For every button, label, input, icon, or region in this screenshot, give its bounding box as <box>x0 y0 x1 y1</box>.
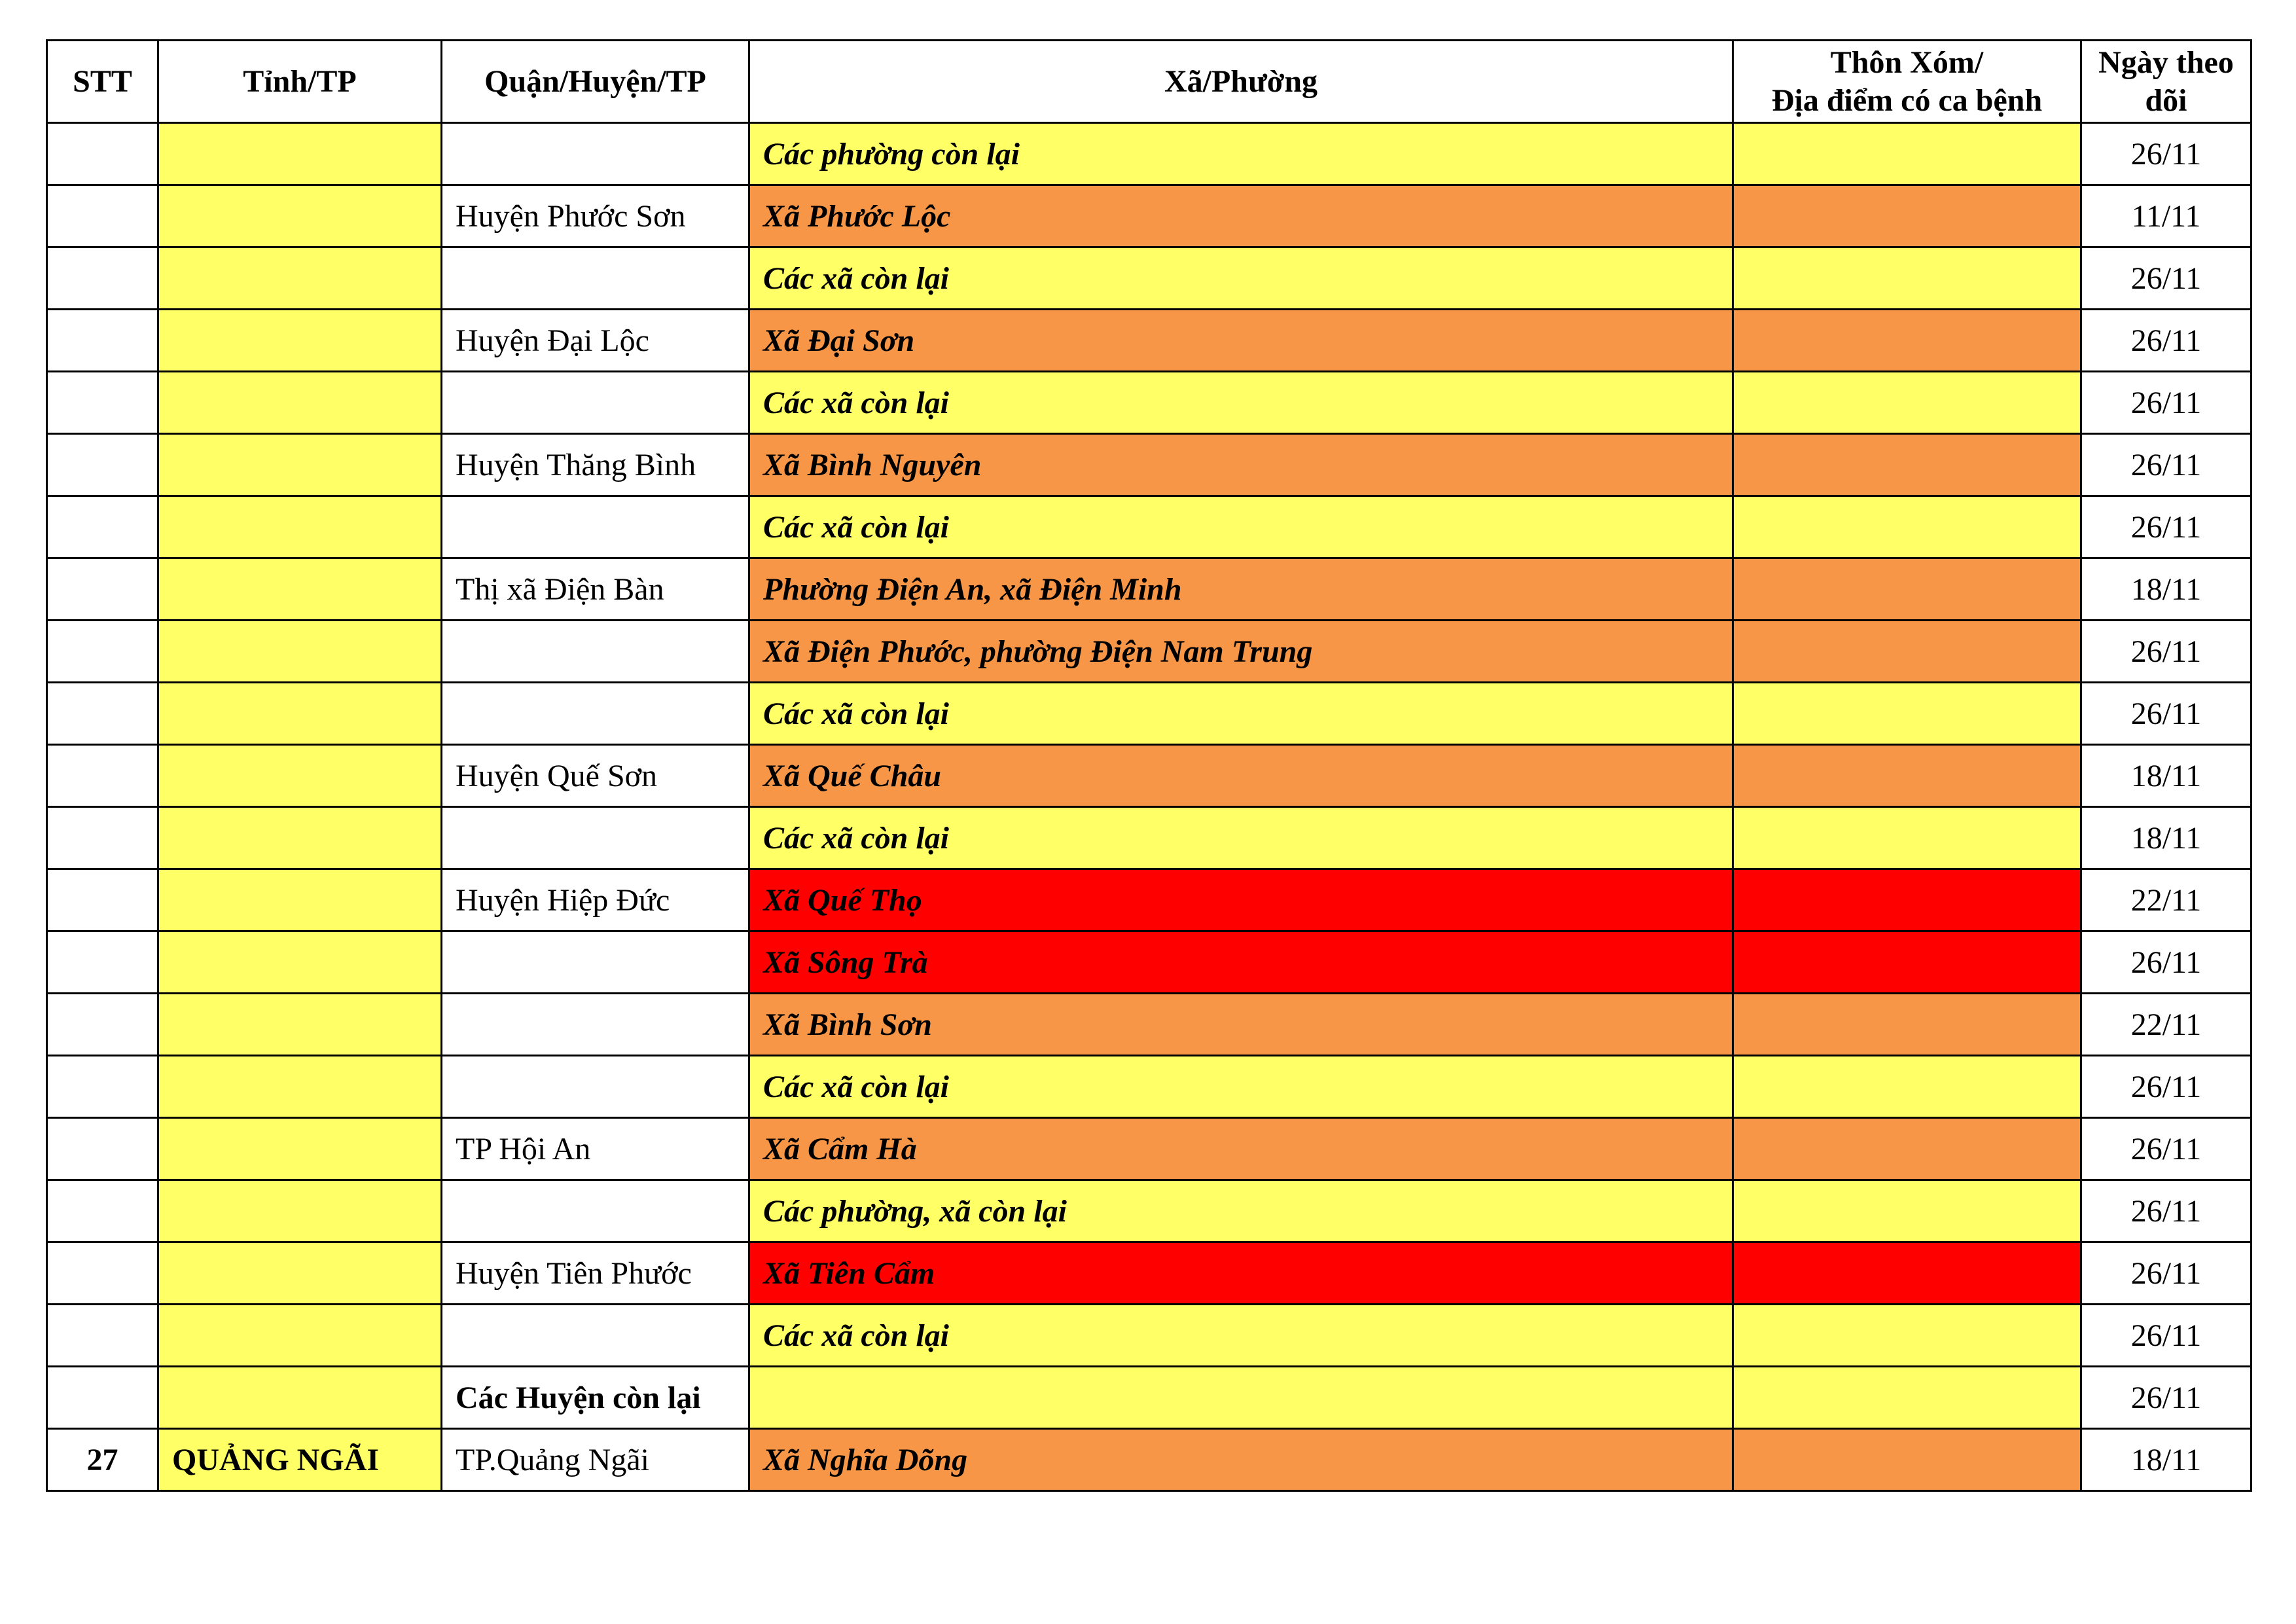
cell-province <box>158 994 442 1056</box>
cell-district: Các Huyện còn lại <box>442 1367 749 1429</box>
cell-district: Huyện Đại Lộc <box>442 310 749 372</box>
cell-district: Huyện Thăng Bình <box>442 434 749 496</box>
header-hamlet <box>1733 41 2081 123</box>
cell-province <box>158 1242 442 1305</box>
cell-district <box>442 931 749 994</box>
header-date: Ngày theo dõi <box>2081 41 2251 123</box>
cell-hamlet <box>1733 1305 2081 1367</box>
cell-date: 26/11 <box>2081 683 2251 745</box>
cell-district <box>442 807 749 869</box>
cell-stt <box>47 1242 158 1305</box>
cell-hamlet <box>1733 994 2081 1056</box>
cell-stt <box>47 745 158 807</box>
cell-province <box>158 869 442 931</box>
cell-district <box>442 1180 749 1242</box>
cell-ward: Các xã còn lại <box>749 1056 1733 1118</box>
table-row <box>47 683 2251 745</box>
table-row <box>47 621 2251 683</box>
cell-stt <box>47 1056 158 1118</box>
table-row <box>47 434 2251 496</box>
cell-stt <box>47 496 158 558</box>
cell-ward: Xã Cẩm Hà <box>749 1118 1733 1180</box>
table-body <box>47 123 2251 1491</box>
cell-ward: Các xã còn lại <box>749 496 1733 558</box>
cell-stt <box>47 1118 158 1180</box>
table-row <box>47 931 2251 994</box>
cell-province <box>158 558 442 621</box>
cell-province <box>158 1305 442 1367</box>
cell-hamlet <box>1733 1429 2081 1491</box>
cell-ward: Các xã còn lại <box>749 807 1733 869</box>
cell-district <box>442 621 749 683</box>
cell-ward: Xã Đại Sơn <box>749 310 1733 372</box>
cell-province <box>158 683 442 745</box>
cell-date: 26/11 <box>2081 310 2251 372</box>
cell-date: 26/11 <box>2081 1242 2251 1305</box>
cell-province <box>158 185 442 247</box>
cell-hamlet <box>1733 1056 2081 1118</box>
cell-stt <box>47 869 158 931</box>
cell-province <box>158 123 442 185</box>
cell-ward: Xã Quế Thọ <box>749 869 1733 931</box>
cell-date: 26/11 <box>2081 621 2251 683</box>
cell-hamlet <box>1733 496 2081 558</box>
table-row <box>47 1429 2251 1491</box>
cell-stt <box>47 185 158 247</box>
cell-stt <box>47 931 158 994</box>
cell-district <box>442 496 749 558</box>
header-province: Tỉnh/TP <box>158 41 442 123</box>
cell-stt <box>47 434 158 496</box>
cell-date: 26/11 <box>2081 1367 2251 1429</box>
cell-stt <box>47 1367 158 1429</box>
table-row <box>47 185 2251 247</box>
cell-province <box>158 372 442 434</box>
cell-hamlet <box>1733 310 2081 372</box>
table-row <box>47 247 2251 310</box>
table-row <box>47 745 2251 807</box>
cell-province: QUẢNG NGÃI <box>158 1429 442 1491</box>
cell-date: 26/11 <box>2081 372 2251 434</box>
cell-date: 26/11 <box>2081 1180 2251 1242</box>
cell-date: 26/11 <box>2081 123 2251 185</box>
cell-ward: Các phường còn lại <box>749 123 1733 185</box>
cell-hamlet <box>1733 869 2081 931</box>
cell-stt <box>47 683 158 745</box>
cell-ward: Các xã còn lại <box>749 1305 1733 1367</box>
cell-hamlet <box>1733 807 2081 869</box>
cell-hamlet <box>1733 1367 2081 1429</box>
cell-date: 26/11 <box>2081 496 2251 558</box>
cell-stt: 27 <box>47 1429 158 1491</box>
table-row <box>47 310 2251 372</box>
table-row <box>47 496 2251 558</box>
cell-province <box>158 1180 442 1242</box>
cell-date: 26/11 <box>2081 931 2251 994</box>
header-ward: Xã/Phường <box>749 41 1733 123</box>
header-row <box>47 41 2251 123</box>
cell-district <box>442 372 749 434</box>
cell-stt <box>47 310 158 372</box>
cell-ward: Các phường, xã còn lại <box>749 1180 1733 1242</box>
cell-ward: Xã Sông Trà <box>749 931 1733 994</box>
cell-hamlet <box>1733 745 2081 807</box>
cell-district <box>442 247 749 310</box>
cell-district <box>442 1056 749 1118</box>
cell-date: 26/11 <box>2081 1305 2251 1367</box>
cell-date: 26/11 <box>2081 1118 2251 1180</box>
cell-ward: Xã Quế Châu <box>749 745 1733 807</box>
cell-ward: Phường Điện An, xã Điện Minh <box>749 558 1733 621</box>
cell-district: TP Hội An <box>442 1118 749 1180</box>
header-district: Quận/Huyện/TP <box>442 41 749 123</box>
cell-province <box>158 1118 442 1180</box>
cell-hamlet <box>1733 621 2081 683</box>
cell-district <box>442 683 749 745</box>
cell-hamlet <box>1733 434 2081 496</box>
header-stt: STT <box>47 41 158 123</box>
table-row <box>47 807 2251 869</box>
cell-district: Thị xã Điện Bàn <box>442 558 749 621</box>
cell-hamlet <box>1733 1242 2081 1305</box>
cell-hamlet <box>1733 372 2081 434</box>
cell-date: 11/11 <box>2081 185 2251 247</box>
cell-stt <box>47 372 158 434</box>
cell-date: 22/11 <box>2081 994 2251 1056</box>
cell-district <box>442 1305 749 1367</box>
table-row <box>47 558 2251 621</box>
cell-date: 18/11 <box>2081 1429 2251 1491</box>
cell-ward: Xã Phước Lộc <box>749 185 1733 247</box>
cell-hamlet <box>1733 1180 2081 1242</box>
cell-hamlet <box>1733 247 2081 310</box>
cell-province <box>158 931 442 994</box>
cell-ward: Các xã còn lại <box>749 372 1733 434</box>
cell-stt <box>47 558 158 621</box>
cell-hamlet <box>1733 123 2081 185</box>
cell-province <box>158 621 442 683</box>
cell-district: Huyện Hiệp Đức <box>442 869 749 931</box>
cell-stt <box>47 123 158 185</box>
cell-stt <box>47 247 158 310</box>
table-row <box>47 1242 2251 1305</box>
header-hamlet-line1: Thôn Xóm/ <box>1830 45 1984 80</box>
cell-ward: Các xã còn lại <box>749 683 1733 745</box>
cell-district: Huyện Tiên Phước <box>442 1242 749 1305</box>
cell-province <box>158 807 442 869</box>
table-row <box>47 1118 2251 1180</box>
cell-province <box>158 745 442 807</box>
cell-district: Huyện Phước Sơn <box>442 185 749 247</box>
cell-province <box>158 1056 442 1118</box>
cell-date: 18/11 <box>2081 745 2251 807</box>
cell-hamlet <box>1733 1118 2081 1180</box>
cell-stt <box>47 1305 158 1367</box>
cell-province <box>158 1367 442 1429</box>
cell-ward: Xã Bình Nguyên <box>749 434 1733 496</box>
table-row <box>47 372 2251 434</box>
table-row <box>47 1305 2251 1367</box>
cell-district <box>442 123 749 185</box>
cell-hamlet <box>1733 558 2081 621</box>
cell-stt <box>47 994 158 1056</box>
cell-district: Huyện Quế Sơn <box>442 745 749 807</box>
cell-date: 22/11 <box>2081 869 2251 931</box>
cell-province <box>158 434 442 496</box>
table-row <box>47 1367 2251 1429</box>
table-row <box>47 1180 2251 1242</box>
cell-date: 26/11 <box>2081 247 2251 310</box>
cell-stt <box>47 807 158 869</box>
cell-hamlet <box>1733 931 2081 994</box>
cell-hamlet <box>1733 185 2081 247</box>
cell-stt <box>47 621 158 683</box>
cell-date: 26/11 <box>2081 1056 2251 1118</box>
cell-date: 26/11 <box>2081 434 2251 496</box>
cell-province <box>158 247 442 310</box>
cell-stt <box>47 1180 158 1242</box>
outbreak-table <box>46 39 2252 1492</box>
cell-ward: Các xã còn lại <box>749 247 1733 310</box>
cell-province <box>158 310 442 372</box>
cell-date: 18/11 <box>2081 807 2251 869</box>
table-row <box>47 869 2251 931</box>
cell-hamlet <box>1733 683 2081 745</box>
cell-ward: Xã Bình Sơn <box>749 994 1733 1056</box>
table-row <box>47 123 2251 185</box>
cell-province <box>158 496 442 558</box>
cell-ward: Xã Tiên Cẩm <box>749 1242 1733 1305</box>
cell-ward: Xã Điện Phước, phường Điện Nam Trung <box>749 621 1733 683</box>
table-row <box>47 1056 2251 1118</box>
table-row <box>47 994 2251 1056</box>
cell-district <box>442 994 749 1056</box>
cell-ward <box>749 1367 1733 1429</box>
header-hamlet-line2: Địa điểm có ca bệnh <box>1771 82 2043 118</box>
cell-ward: Xã Nghĩa Dõng <box>749 1429 1733 1491</box>
cell-district: TP.Quảng Ngãi <box>442 1429 749 1491</box>
cell-date: 18/11 <box>2081 558 2251 621</box>
